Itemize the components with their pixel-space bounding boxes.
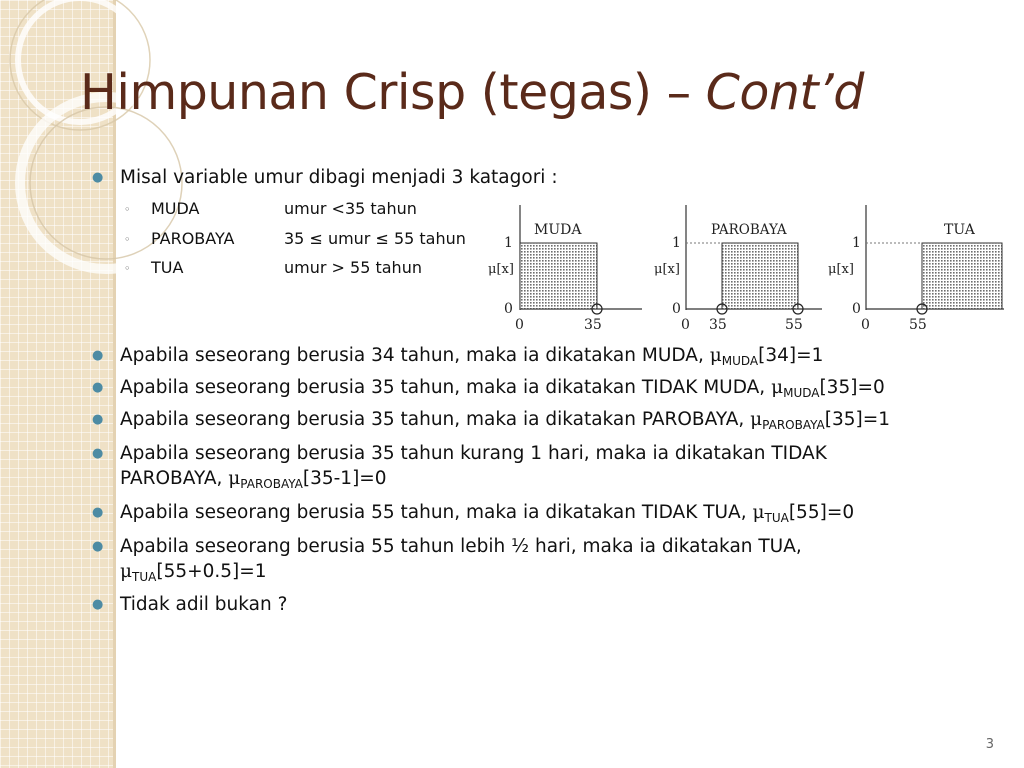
statement-body: Apabila seseorang berusia 35 tahun, maka ia dikatakan TIDAK MUDA, [120, 377, 772, 398]
panel-label: TUA [944, 222, 975, 238]
statement-text: Tidak adil bukan ? [120, 594, 288, 615]
y-tick-label: 1 [504, 235, 513, 251]
mu-subscript: PAROBAYA [240, 477, 303, 491]
membership-area [722, 243, 798, 309]
category-definition: umur > 55 tahun [284, 258, 422, 277]
mu-symbol: μ [771, 377, 784, 398]
membership-charts [482, 200, 1012, 336]
mu-symbol: μ [752, 502, 765, 523]
category-name: PAROBAYA [151, 229, 235, 248]
statement-text [120, 376, 885, 400]
intro-text: Misal variable umur dibagi menjadi 3 katagori : [120, 167, 558, 188]
mu-value: [34]=1 [758, 345, 824, 366]
category-name: TUA [151, 258, 184, 277]
y-axis-label: μ[x] [488, 262, 514, 277]
mu-symbol: μ [709, 345, 722, 366]
mu-subscript: TUA [764, 511, 789, 525]
statement-body: Apabila seseorang berusia 34 tahun, maka ia dikatakan MUDA, [120, 345, 710, 366]
statement-text-continued [120, 560, 267, 584]
x-tick-label: 55 [785, 317, 803, 333]
title-main: Himpunan Crisp (tegas) – [80, 64, 706, 121]
bullet-icon: ● [92, 348, 104, 363]
statement-text [120, 408, 890, 432]
page-number: 3 [985, 737, 994, 752]
category-name: MUDA [151, 199, 200, 218]
mu-value: [35]=0 [819, 377, 885, 398]
statement-body: PAROBAYA, [120, 468, 229, 489]
slide-title [80, 64, 864, 121]
statement-text [120, 501, 854, 525]
statement-text-continued [120, 467, 387, 491]
mu-symbol: μ [228, 468, 241, 489]
mu-subscript: PAROBAYA [762, 418, 825, 432]
x-tick-label: 0 [681, 317, 690, 333]
x-tick-label: 55 [909, 317, 927, 333]
statement-text: Apabila seseorang berusia 35 tahun kurang 1 hari, maka ia dikatakan TIDAK [120, 443, 827, 464]
x-tick-label: 35 [709, 317, 727, 333]
x-tick-label: 35 [584, 317, 602, 333]
bullet-icon: ● [92, 597, 104, 612]
statement-text [120, 344, 823, 368]
membership-area [520, 243, 597, 309]
bullet-icon: ● [92, 380, 104, 395]
mu-symbol: μ [750, 409, 763, 430]
mu-value: [35-1]=0 [302, 468, 387, 489]
mu-value: [35]=1 [824, 409, 890, 430]
chart-panel-tua [828, 205, 1004, 333]
bullet-icon: ● [92, 412, 104, 427]
x-tick-label: 0 [861, 317, 870, 333]
panel-label: MUDA [534, 222, 582, 238]
statement-body: Apabila seseorang berusia 55 tahun, maka ia dikatakan TIDAK TUA, [120, 502, 753, 523]
mu-subscript: MUDA [783, 386, 820, 400]
y-tick-label: 1 [852, 235, 861, 251]
panel-label: PAROBAYA [711, 222, 787, 238]
circle-bullet-icon: ◦ [124, 203, 131, 216]
chart-panel-muda [488, 205, 642, 333]
membership-area [922, 243, 1002, 309]
y-tick-label: 0 [672, 301, 681, 317]
y-tick-label: 0 [504, 301, 513, 317]
mu-subscript: TUA [132, 570, 157, 584]
x-tick-label: 0 [515, 317, 524, 333]
chart-panel-parobaya [654, 205, 822, 333]
y-tick-label: 0 [852, 301, 861, 317]
y-tick-label: 1 [672, 235, 681, 251]
y-axis-label: μ[x] [828, 262, 854, 277]
circle-bullet-icon: ◦ [124, 262, 131, 275]
category-definition: 35 ≤ umur ≤ 55 tahun [284, 229, 466, 248]
title-italic: Cont’d [705, 64, 864, 121]
mu-value: [55]=0 [788, 502, 855, 523]
bullet-icon: ● [92, 505, 104, 520]
statement-body: Apabila seseorang berusia 35 tahun, maka ia dikatakan PAROBAYA, [120, 409, 751, 430]
mu-value: [55+0.5]=1 [156, 561, 267, 582]
bullet-icon: ● [92, 539, 104, 554]
bullet-icon: ● [92, 446, 104, 461]
mu-symbol: μ [120, 561, 133, 582]
category-definition: umur <35 tahun [284, 199, 417, 218]
circle-bullet-icon: ◦ [124, 233, 131, 246]
statement-text: Apabila seseorang berusia 55 tahun lebih ½ hari, maka ia dikatakan TUA, [120, 536, 802, 557]
y-axis-label: μ[x] [654, 262, 680, 277]
bullet-icon: ● [92, 170, 104, 185]
mu-subscript: MUDA [721, 354, 759, 368]
